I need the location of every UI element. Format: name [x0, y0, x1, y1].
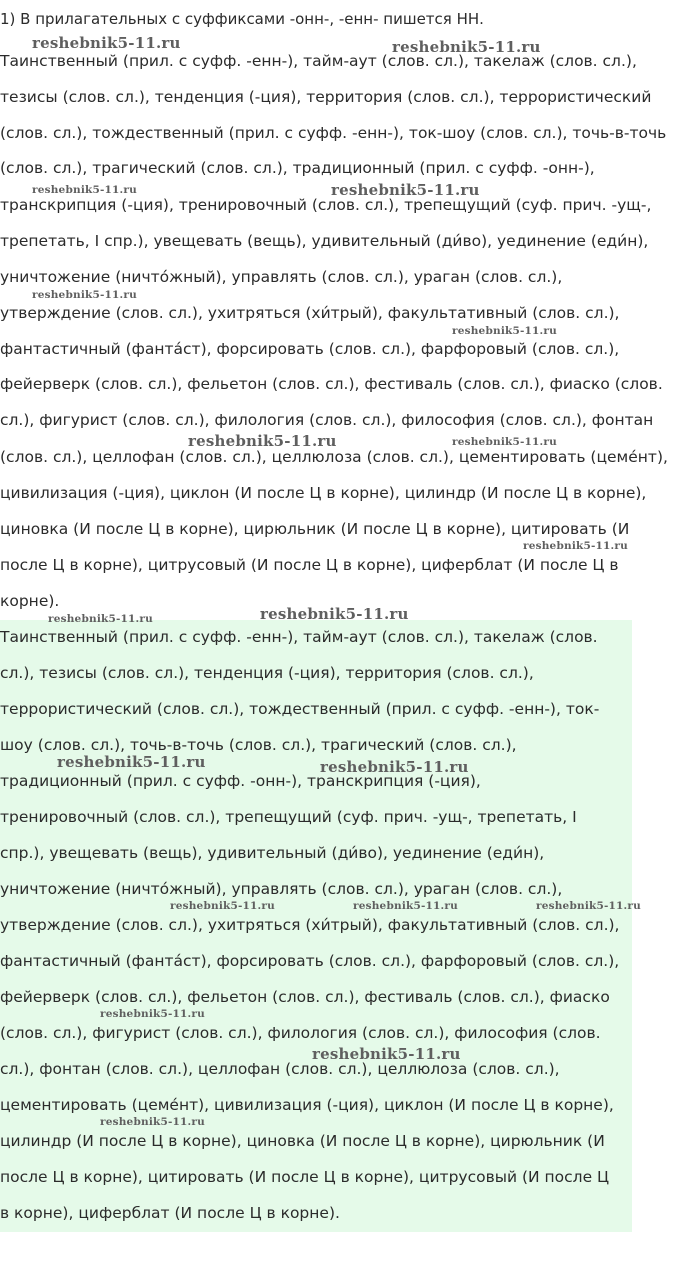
answer-line: шоу (слов. сл.), точь-в-точь (слов. сл.), трагический (слов. сл.),: [0, 736, 517, 754]
watermark: reshebnik5-11.ru: [32, 34, 181, 52]
watermark: reshebnik5-11.ru: [320, 758, 469, 776]
task-line: (слов. сл.), трагический (слов. сл.), традиционный (прил. с суфф. -онн-),: [0, 159, 595, 177]
watermark: reshebnik5-11.ru: [353, 900, 458, 912]
answer-line: тренировочный (слов. сл.), трепещущий (суф. прич. -ущ-, трепетать, I: [0, 808, 577, 826]
answer-line: в корне), циферблат (И после Ц в корне).: [0, 1204, 340, 1222]
watermark: reshebnik5-11.ru: [523, 540, 628, 552]
watermark: reshebnik5-11.ru: [331, 181, 480, 199]
task-line: фантастичный (фанта́ст), форсировать (слов. сл.), фарфоровый (слов. сл.),: [0, 340, 620, 358]
answer-line: фантастичный (фанта́ст), форсировать (слов. сл.), фарфоровый (слов. сл.),: [0, 952, 620, 970]
answer-line: Таинственный (прил. с суфф. -енн-), тайм-аут (слов. сл.), такелаж (слов.: [0, 628, 598, 646]
answer-line: сл.), фонтан (слов. сл.), целлофан (слов. сл.), целлюлоза (слов. сл.),: [0, 1060, 560, 1078]
watermark: reshebnik5-11.ru: [57, 753, 206, 771]
watermark: reshebnik5-11.ru: [100, 1008, 205, 1020]
answer-line: после Ц в корне), цитировать (И после Ц в корне), цитрусовый (И после Ц: [0, 1168, 610, 1186]
task-line: (слов. сл.), целлофан (слов. сл.), целлюлоза (слов. сл.), цементировать (цеме́нт),: [0, 448, 668, 466]
watermark: reshebnik5-11.ru: [260, 605, 409, 623]
watermark: reshebnik5-11.ru: [452, 436, 557, 448]
rule-heading: 1) В прилагательных с суффиксами -онн-, -енн- пишется НН.: [0, 10, 484, 28]
answer-line: сл.), тезисы (слов. сл.), тенденция (-ция), территория (слов. сл.),: [0, 664, 534, 682]
task-line: утверждение (слов. сл.), ухитряться (хи́трый), факультативный (слов. сл.),: [0, 304, 620, 322]
watermark: reshebnik5-11.ru: [32, 184, 137, 196]
task-line: цивилизация (-ция), циклон (И после Ц в корне), цилиндр (И после Ц в корне),: [0, 484, 647, 502]
watermark: reshebnik5-11.ru: [170, 900, 275, 912]
task-line: Таинственный (прил. с суфф. -енн-), тайм-аут (слов. сл.), такелаж (слов. сл.),: [0, 52, 637, 70]
task-line: корне).: [0, 592, 60, 610]
watermark: reshebnik5-11.ru: [452, 325, 557, 337]
watermark: reshebnik5-11.ru: [32, 289, 137, 301]
task-line: транскрипция (-ция), тренировочный (слов. сл.), трепещущий (суф. прич. -ущ-,: [0, 196, 652, 214]
answer-line: (слов. сл.), фигурист (слов. сл.), филология (слов. сл.), философия (слов.: [0, 1024, 601, 1042]
watermark: reshebnik5-11.ru: [48, 613, 153, 625]
task-line: фейерверк (слов. сл.), фельетон (слов. сл.), фестиваль (слов. сл.), фиаско (слов.: [0, 375, 663, 393]
task-line: сл.), фигурист (слов. сл.), филология (слов. сл.), философия (слов. сл.), фонтан: [0, 411, 654, 429]
answer-line: утверждение (слов. сл.), ухитряться (хи́трый), факультативный (слов. сл.),: [0, 916, 620, 934]
task-line: после Ц в корне), цитрусовый (И после Ц в корне), циферблат (И после Ц в: [0, 556, 619, 574]
answer-line: спр.), увещевать (вещь), удивительный (ди́во), уединение (еди́н),: [0, 844, 545, 862]
answer-line: цементировать (цеме́нт), цивилизация (-ция), циклон (И после Ц в корне),: [0, 1096, 614, 1114]
watermark: reshebnik5-11.ru: [100, 1116, 205, 1128]
answer-line: традиционный (прил. с суфф. -онн-), транскрипция (-ция),: [0, 772, 481, 790]
watermark: reshebnik5-11.ru: [392, 38, 541, 56]
answer-line: террористический (слов. сл.), тождественный (прил. с суфф. -енн-), ток-: [0, 700, 600, 718]
task-line: (слов. сл.), тождественный (прил. с суфф. -енн-), ток-шоу (слов. сл.), точь-в-точь: [0, 124, 667, 142]
task-line: трепетать, I спр.), увещевать (вещь), удивительный (ди́во), уединение (еди́н),: [0, 232, 649, 250]
answer-line: цилиндр (И после Ц в корне), циновка (И после Ц в корне), цирюльник (И: [0, 1132, 605, 1150]
watermark: reshebnik5-11.ru: [312, 1045, 461, 1063]
answer-line: фейерверк (слов. сл.), фельетон (слов. сл.), фестиваль (слов. сл.), фиаско: [0, 988, 610, 1006]
task-line: уничтожение (ничто́жный), управлять (слов. сл.), ураган (слов. сл.),: [0, 268, 563, 286]
answer-line: уничтожение (ничто́жный), управлять (слов. сл.), ураган (слов. сл.),: [0, 880, 563, 898]
task-line: циновка (И после Ц в корне), цирюльник (И после Ц в корне), цитировать (И: [0, 520, 630, 538]
task-line: тезисы (слов. сл.), тенденция (-ция), территория (слов. сл.), террористический: [0, 88, 652, 106]
watermark: reshebnik5-11.ru: [188, 432, 337, 450]
watermark: reshebnik5-11.ru: [536, 900, 641, 912]
